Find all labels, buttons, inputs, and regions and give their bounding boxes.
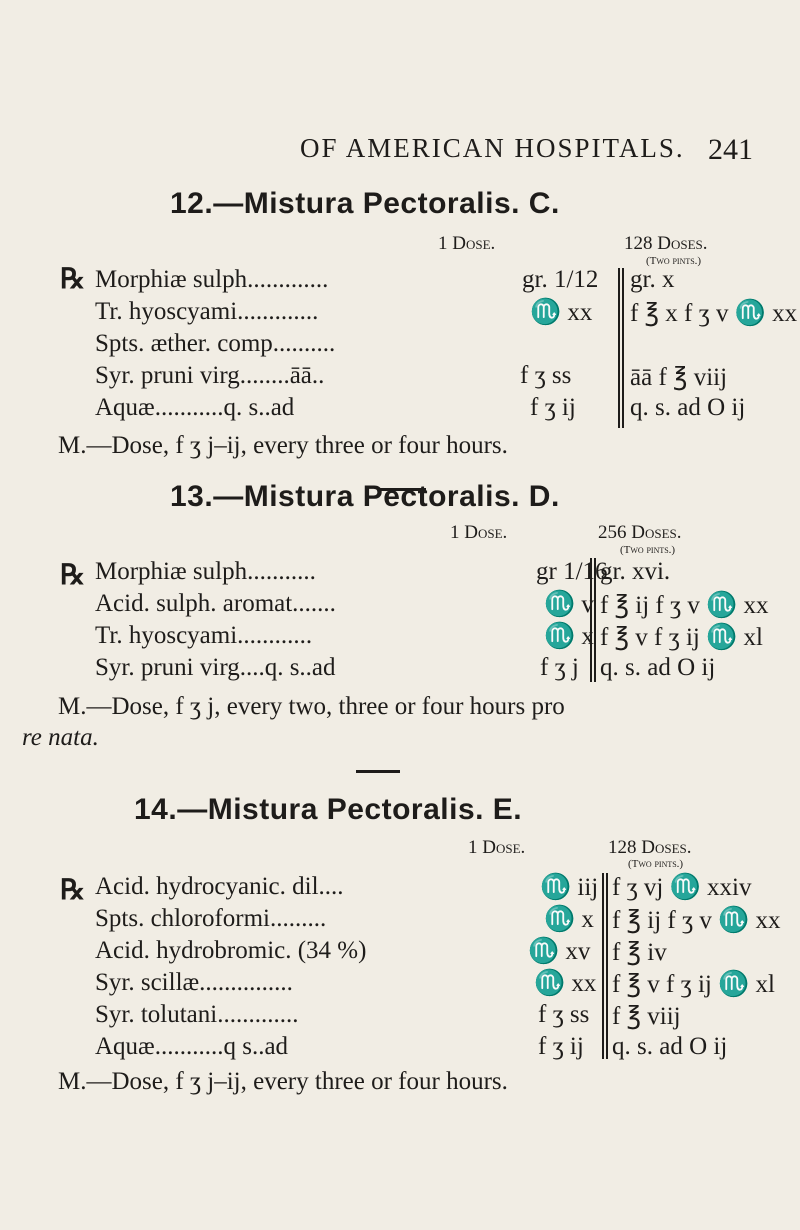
ingredient-name: Syr. pruni virg........āā.. [95, 362, 325, 389]
col-subhead-volume: (Two pints.) [620, 544, 676, 556]
batch-dose-amount: f ℥ viij [612, 1003, 681, 1030]
col-head-one-dose: 1 Dose. [450, 522, 508, 543]
single-dose-amount: ♏ xx [530, 299, 593, 326]
batch-dose-amount: f ʒ vj ♏ xxiv [612, 874, 752, 901]
column-rule [602, 873, 604, 1059]
section-title: 12.—Mistura Pectoralis. C. [170, 187, 560, 220]
running-title: OF AMERICAN HOSPITALS. [300, 133, 685, 163]
recipe-symbol: ℞ [60, 560, 86, 591]
ingredient-name: Spts. chloroformi......... [95, 905, 327, 932]
single-dose-amount: f ʒ ss [520, 362, 572, 389]
batch-dose-amount: q. s. ad O ij [612, 1033, 728, 1060]
recipe-symbol: ℞ [60, 264, 86, 295]
batch-dose-amount: āā f ℥ viij [630, 364, 728, 391]
col-head-batch-doses: 256 Doses. [598, 522, 682, 543]
ingredient-name: Spts. æther. comp.......... [95, 330, 336, 357]
dosage-instruction: M.—Dose, f ʒ j–ij, every three or four hours. [58, 1068, 508, 1095]
column-rule [618, 268, 620, 428]
section-title: 14.—Mistura Pectoralis. E. [134, 793, 523, 826]
dosage-instruction: M.—Dose, f ʒ j–ij, every three or four hours. [58, 432, 508, 459]
ingredient-name: Acid. sulph. aromat....... [95, 590, 336, 617]
ingredient-name: Syr. pruni virg....q. s..ad [95, 654, 336, 681]
batch-dose-amount: gr. x [630, 266, 675, 293]
column-rule [622, 268, 624, 428]
col-head-one-dose: 1 Dose. [468, 837, 526, 858]
batch-dose-amount: f ℥ x f ʒ v ♏ xx [630, 300, 798, 327]
column-rule [606, 873, 608, 1059]
section-divider [356, 770, 400, 773]
single-dose-amount: ♏ xx [534, 970, 597, 997]
ingredient-name: Acid. hydrobromic. (34 %) [95, 937, 367, 964]
col-subhead-volume: (Two pints.) [646, 255, 702, 267]
single-dose-amount: gr 1/16 [536, 558, 608, 585]
batch-dose-amount: gr. xvi. [600, 558, 671, 585]
batch-dose-amount: f ℥ v f ʒ ij ♏ xl [612, 971, 775, 998]
batch-dose-amount: f ℥ iv [612, 939, 667, 966]
ingredient-name: Tr. hyoscyami............. [95, 298, 319, 325]
dosage-instruction: M.—Dose, f ʒ j, every two, three or four hours pro [58, 693, 565, 720]
ingredient-name: Aquæ...........q. s..ad [95, 394, 295, 421]
running-header [0, 133, 800, 167]
ingredient-name: Acid. hydrocyanic. dil.... [95, 873, 344, 900]
single-dose-amount: ♏ x [544, 906, 594, 933]
col-head-batch-doses: 128 Doses. [608, 837, 692, 858]
single-dose-amount: f ʒ j [540, 654, 579, 681]
ingredient-name: Morphiæ sulph........... [95, 558, 316, 585]
ingredient-name: Syr. tolutani............. [95, 1001, 299, 1028]
dosage-instruction-cont: re nata. [22, 724, 99, 751]
single-dose-amount: f ʒ ss [538, 1001, 590, 1028]
batch-dose-amount: f ℥ ij f ʒ v ♏ xx [612, 907, 781, 934]
single-dose-amount: f ʒ ij [538, 1033, 584, 1060]
single-dose-amount: ♏ xv [528, 938, 591, 965]
single-dose-amount: ♏ x [544, 623, 594, 650]
col-head-one-dose: 1 Dose. [438, 233, 496, 254]
single-dose-amount: f ʒ ij [530, 394, 576, 421]
page-number: 241 [708, 133, 753, 166]
batch-dose-amount: f ℥ v f ʒ ij ♏ xl [600, 624, 763, 651]
col-head-batch-doses: 128 Doses. [624, 233, 708, 254]
single-dose-amount: gr. 1/12 [522, 266, 599, 293]
single-dose-amount: ♏ iij [540, 874, 599, 901]
batch-dose-amount: q. s. ad O ij [630, 394, 746, 421]
section-title: 13.—Mistura Pectoralis. D. [170, 480, 560, 513]
ingredient-name: Morphiæ sulph............. [95, 266, 329, 293]
ingredient-name: Aquæ...........q s..ad [95, 1033, 289, 1060]
recipe-symbol: ℞ [60, 875, 86, 906]
batch-dose-amount: f ℥ ij f ʒ v ♏ xx [600, 592, 769, 619]
ingredient-name: Syr. scillæ............... [95, 969, 293, 996]
single-dose-amount: ♏ v [544, 591, 594, 618]
ingredient-name: Tr. hyoscyami............ [95, 622, 313, 649]
batch-dose-amount: q. s. ad O ij [600, 654, 716, 681]
col-subhead-volume: (Two pints.) [628, 858, 684, 870]
